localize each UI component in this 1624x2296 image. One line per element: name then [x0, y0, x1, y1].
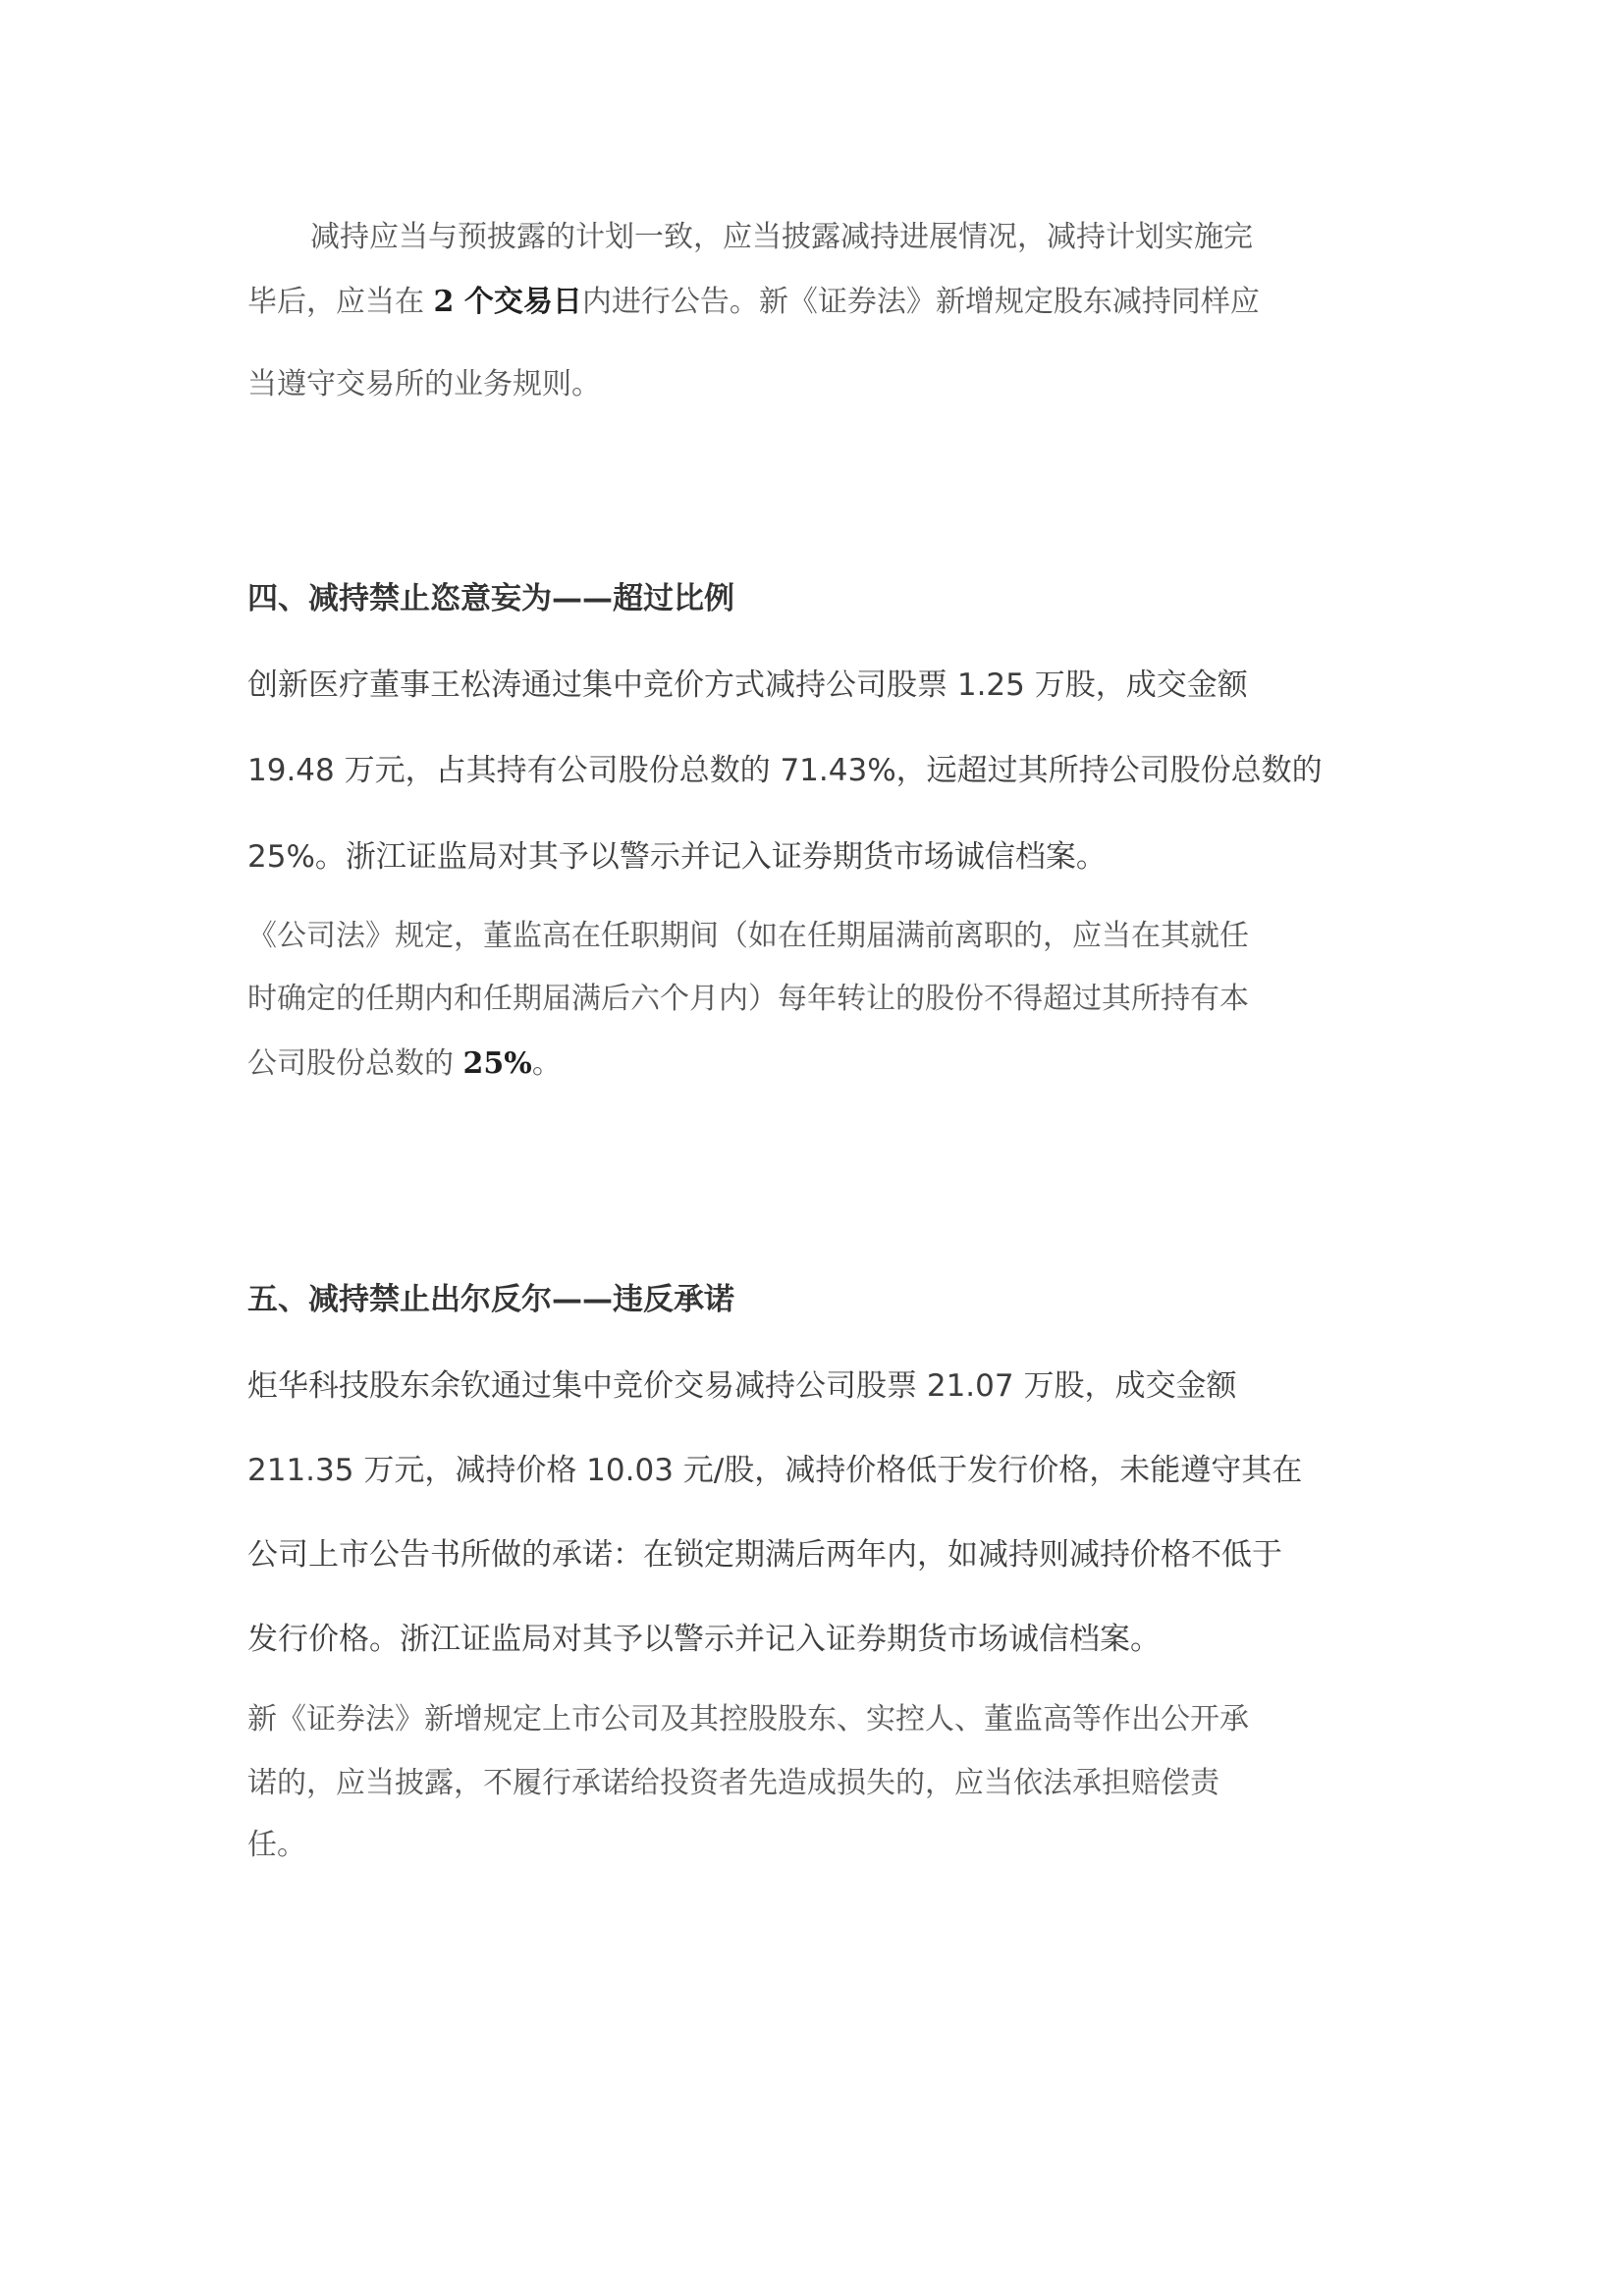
section-4-law-line-1-text: 《公司法》规定，董监高在任职期间（如在任期届满前离职的，应当在其就任	[247, 919, 1249, 953]
intro-line-2	[247, 281, 1260, 324]
intro-line-3	[247, 363, 601, 406]
section-4-case-line-2: 19.48 万元，占其持有公司股份总数的 71.43%，远超过其所持公司股份总数的	[247, 753, 1323, 788]
section-5-law-line-1: 新《证券法》新增规定上市公司及其控股股东、实控人、董监高等作出公开承	[247, 1702, 1249, 1736]
section-5-case-line-4: 发行价格。浙江证监局对其予以警示并记入证券期货市场诚信档案。	[247, 1622, 1161, 1657]
section-5-law-line-2: 诺的，应当披露，不履行承诺给投资者先造成损失的，应当依法承担赔偿责	[247, 1766, 1219, 1800]
section-4-law-line-3-bold: 25%	[462, 1046, 532, 1081]
section-4-heading: 四、减持禁止恣意妄为——超过比例	[247, 581, 734, 616]
section-4-case-line-1: 创新医疗董事王松涛通过集中竞价方式减持公司股票 1.25 万股，成交金额	[247, 667, 1248, 703]
intro-line-2-bold: 2 个交易日	[433, 285, 582, 319]
section-4-law-line-2-text: 时确定的任期内和任期届满后六个月内）每年转让的股份不得超过其所持有本	[247, 982, 1249, 1016]
intro-line-2-text-a: 毕后，应当在	[247, 285, 434, 319]
section-4-law-line-3	[247, 1042, 562, 1086]
section-5-case-line-1: 炬华科技股东余钦通过集中竞价交易减持公司股票 21.07 万股，成交金额	[247, 1368, 1237, 1404]
section-4-law-line-2	[247, 978, 1249, 1021]
section-4-law-line-1	[247, 915, 1249, 958]
section-5-law-line-3: 任。	[247, 1828, 306, 1862]
section-5-heading: 五、减持禁止出尔反尔——违反承诺	[247, 1282, 734, 1317]
intro-line-1	[310, 216, 1253, 259]
section-4-law-line-3-text-a: 公司股份总数的	[247, 1046, 463, 1081]
section-5-case-line-3: 公司上市公告书所做的承诺：在锁定期满后两年内，如减持则减持价格不低于	[247, 1537, 1282, 1573]
section-4-case-line-3: 25%。浙江证监局对其予以警示并记入证券期货市场诚信档案。	[247, 839, 1107, 875]
intro-line-1-text: 减持应当与预披露的计划一致，应当披露减持进展情况，减持计划实施完	[310, 220, 1253, 254]
section-4-law-line-3-text-b: 。	[531, 1046, 562, 1081]
intro-line-2-text-b: 内进行公告。新《证券法》新增规定股东减持同样应	[581, 285, 1260, 319]
section-5-case-line-2: 211.35 万元，减持价格 10.03 元/股，减持价格低于发行价格，未能遵守其在	[247, 1453, 1303, 1488]
intro-line-3-text: 当遵守交易所的业务规则。	[247, 367, 601, 401]
